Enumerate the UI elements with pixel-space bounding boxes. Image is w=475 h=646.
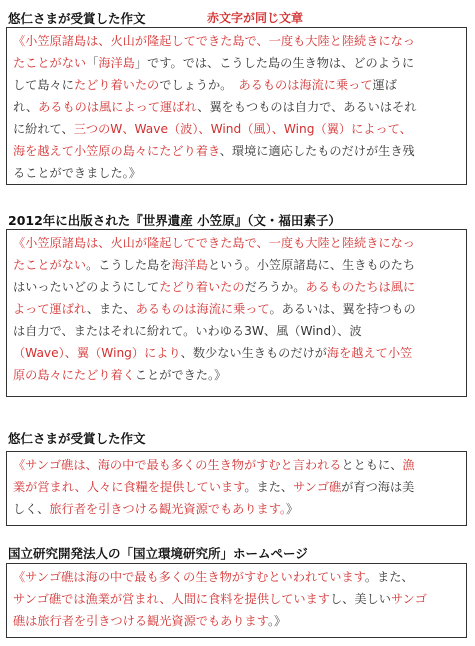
quote-line bbox=[13, 610, 461, 632]
quote-text: という。小笠原諸島に、生きものたち bbox=[208, 258, 416, 272]
quote-line bbox=[13, 254, 461, 276]
quote-text: 。こうした島を bbox=[86, 258, 172, 272]
quote-text: 運ば bbox=[372, 78, 397, 92]
matching-text: サンゴ礁 bbox=[293, 480, 342, 494]
quote-box-3 bbox=[6, 451, 467, 526]
matching-text: 旅行者を引きつける観光資源でもあります。 bbox=[49, 502, 287, 516]
quote-text: 、また、 bbox=[86, 302, 136, 316]
quote-text: し、美しい bbox=[330, 592, 391, 606]
matching-text: 業が営まれ、人々に食糧を提供しています bbox=[13, 480, 245, 494]
quote-text: は自力で、またはそれに紛れて bbox=[13, 324, 184, 338]
quote-text: 、環境に適応したものだけが生き残 bbox=[219, 144, 415, 158]
section-4-heading: 国立研究開発法人の「国立環境研究所」ホームページ bbox=[8, 546, 308, 561]
matching-text: 原の島々にたどり着く bbox=[13, 368, 135, 382]
quote-line bbox=[13, 320, 461, 342]
quote-text: 。また、 bbox=[364, 570, 414, 584]
quote-text: れ、 bbox=[13, 100, 39, 114]
matching-text: 三つのW、Wave（波）、Wind（風）、Wing（翼）によって、 bbox=[73, 122, 412, 136]
matching-text: たことがない bbox=[13, 258, 87, 272]
quote-text: ることができました。》 bbox=[13, 166, 141, 180]
quote-text: 。また、 bbox=[244, 480, 294, 494]
quote-text: 、数少ない生きものだけが bbox=[180, 346, 327, 360]
quote-text: が育つ海は美 bbox=[341, 480, 415, 494]
legend-note: 赤文字が同じ文章 bbox=[207, 11, 304, 25]
section-3-heading: 悠仁さまが受賞した作文 bbox=[8, 431, 146, 446]
quote-line bbox=[13, 52, 461, 74]
quote-line bbox=[13, 566, 461, 588]
quote-line bbox=[13, 140, 461, 162]
matching-text: 海を越えて小笠 bbox=[326, 346, 413, 360]
quote-text: 」です。では、こうした島の生き物は、どのように bbox=[134, 56, 415, 70]
quote-box-1 bbox=[6, 27, 467, 185]
quote-line bbox=[13, 342, 461, 364]
matching-text: 《サンゴ礁は海の中で最も多くの生き物がすむといわれています bbox=[13, 570, 365, 584]
matching-text: 《小笠原諸島は、火山が隆起してできた島で、一度も大陸と陸続きになっ bbox=[13, 34, 415, 48]
matching-text: あるものたちは風に bbox=[305, 280, 416, 294]
section-1-heading: 悠仁さまが受賞した作文 bbox=[8, 11, 146, 26]
section-2-heading: 2012年に出版された『世界遺産 小笠原』（文・福田素子） bbox=[8, 213, 341, 228]
quote-text: はいったいどのようにして bbox=[13, 280, 160, 294]
matching-text: 漁 bbox=[402, 458, 415, 472]
matching-text: あるものは海流に乗って bbox=[238, 78, 373, 92]
quote-line bbox=[13, 476, 461, 498]
matching-text: あるものは海流に乗って bbox=[135, 302, 270, 316]
quote-line bbox=[13, 74, 461, 96]
quote-text: して島々に bbox=[13, 78, 74, 92]
matching-text: よって運ばれ bbox=[13, 302, 87, 316]
quote-line bbox=[13, 118, 461, 140]
quote-line bbox=[13, 30, 461, 52]
quote-text: 。あるいは、翼を持つもの bbox=[269, 302, 416, 316]
matching-text: （Wave）、翼（Wing）により bbox=[13, 346, 181, 360]
quote-text: に紛れて、 bbox=[13, 122, 74, 136]
quote-box-4 bbox=[6, 563, 467, 638]
quote-line bbox=[13, 454, 461, 476]
quote-line bbox=[13, 162, 461, 184]
matching-text: 《小笠原諸島は、火山が隆起してできた島で、一度も大陸と陸続きになっ bbox=[13, 236, 415, 250]
matching-text: サンゴ礁では漁業が営まれ、人間に食料を提供しています bbox=[13, 592, 330, 606]
matching-text: 海洋島 bbox=[98, 56, 135, 70]
quote-text: 。》 bbox=[267, 614, 287, 628]
matching-text: 《サンゴ礁は、海の中で最も多くの生き物がすむと言われる bbox=[13, 458, 342, 472]
quote-text: とともに、 bbox=[341, 458, 403, 472]
quote-line bbox=[13, 96, 461, 118]
matching-text: たどり着いたの bbox=[73, 78, 160, 92]
quote-text: 「 bbox=[86, 56, 99, 70]
matching-text: あるものは風によって運ばれ bbox=[38, 100, 198, 114]
quote-text: しく、 bbox=[13, 502, 50, 516]
quote-line bbox=[13, 364, 461, 386]
quote-text: 、翼をもつものは自力で、あるいはそれ bbox=[197, 100, 417, 114]
quote-line bbox=[13, 276, 461, 298]
quote-text: だろうか。 bbox=[244, 280, 306, 294]
matching-text: 礁は旅行者を引きつける観光資源でもあります bbox=[13, 614, 268, 628]
matching-text: たことがない bbox=[13, 56, 87, 70]
quote-text: 。いわゆる3W、風（Wind）、波 bbox=[183, 324, 362, 338]
quote-line bbox=[13, 298, 461, 320]
quote-text: でしょうか。 bbox=[159, 78, 239, 92]
quote-line bbox=[13, 588, 461, 610]
quote-line bbox=[13, 232, 461, 254]
matching-text: 海洋島 bbox=[171, 258, 208, 272]
quote-text: 》 bbox=[286, 502, 299, 516]
quote-line bbox=[13, 498, 461, 520]
matching-text: 海を越えて小笠原の島々にたどり着き bbox=[13, 144, 220, 158]
quote-box-2 bbox=[6, 229, 467, 397]
matching-text: たどり着いたの bbox=[159, 280, 245, 294]
matching-text: サンゴ bbox=[390, 592, 427, 606]
quote-text: ことができた。》 bbox=[134, 368, 227, 382]
